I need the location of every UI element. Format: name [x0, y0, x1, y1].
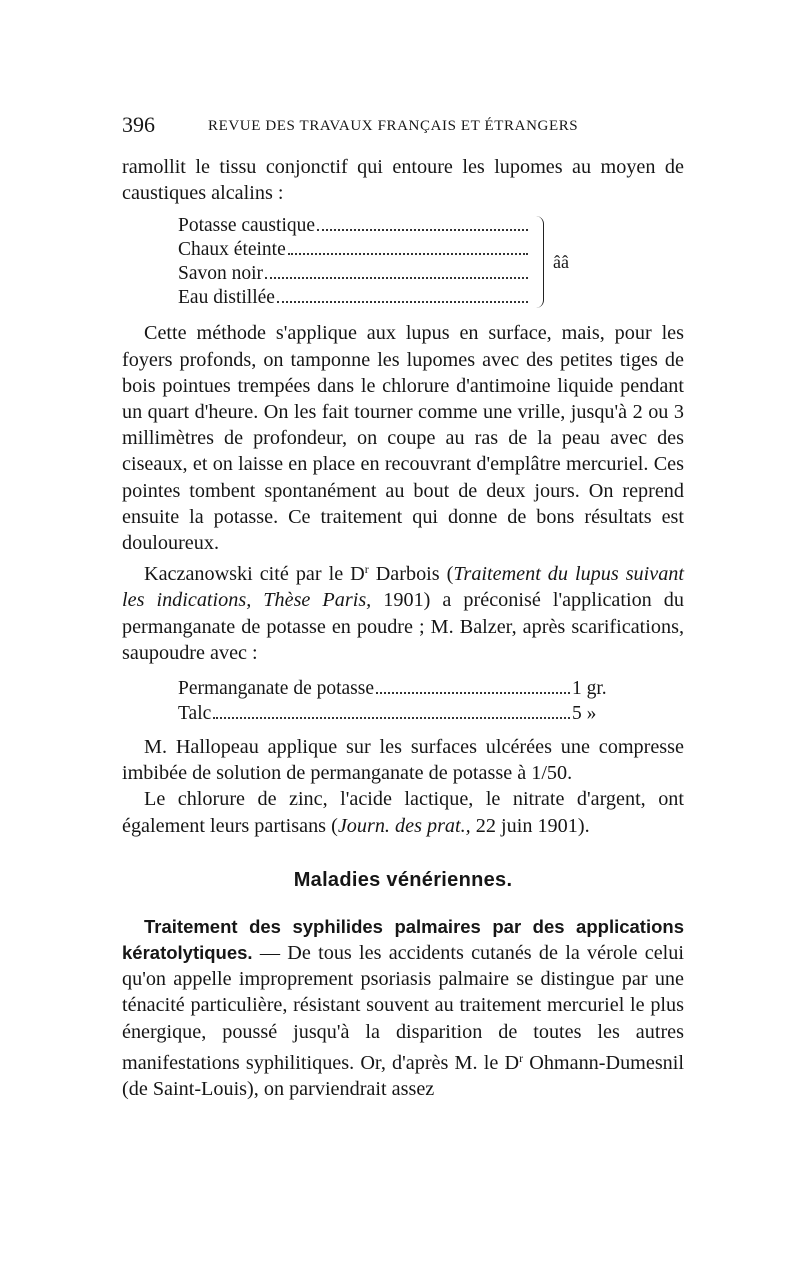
formula-line	[178, 214, 530, 238]
section-heading: Maladies vénériennes.	[293, 868, 513, 891]
formula-quantity: 1 gr.	[572, 678, 607, 700]
text-run: Ohmann-Dumesnil (de Saint-Louis), on parviendrait assez	[122, 1051, 684, 1101]
text-run: 22 juin 1901).	[470, 814, 590, 837]
running-header	[122, 112, 684, 142]
formula-item: Eau distillée	[178, 287, 275, 309]
text-run: Kaczanowski cité par le D	[144, 563, 365, 586]
text-run: — De tous les accidents cutanés de la vérole celui qu'on appelle improprement psoriasis palmaire se distingue par une ténacité particulière, résistant souvent au traitement mercuriel le plus énergique, poussé jusqu'à la disparition de toutes les autres manifestations syphilitiques. Or, d'après M. le D	[122, 942, 684, 1074]
formula-item: Savon noir	[178, 263, 264, 285]
formula-item: Talc	[178, 703, 212, 725]
paragraph-4: M. Hallopeau applique sur les surfaces ulcérées une compresse imbibée de solution de permanganate de potasse à 1/50.	[122, 736, 684, 785]
superscript: r	[364, 562, 369, 577]
formula-line	[178, 701, 628, 726]
formula-line	[178, 286, 530, 310]
citation-italic: Traitement du lupus suivant les indications, Thèse Paris,	[122, 563, 685, 612]
brace-label: ââ	[553, 252, 569, 273]
text-run: Darbois (	[368, 563, 454, 586]
formula-quantity: 5 »	[572, 703, 597, 725]
text-run: 1901) a préconisé l'application du permanganate de potasse en poudre ; M. Balzer, après scarifications, saupoudre avec :	[122, 589, 684, 664]
formula-caustics	[178, 214, 578, 316]
formula-item: Permanganate de potasse	[178, 678, 375, 700]
formula-permanganate	[178, 676, 628, 726]
citation-italic: Journ. des prat.,	[337, 814, 471, 837]
formula-line	[178, 238, 530, 262]
formula-item: Potasse caustique	[178, 215, 316, 237]
text-run: Le chlorure de zinc, l'acide lactique, le nitrate d'argent, ont également leurs partisans (	[122, 788, 684, 837]
running-title: REVUE DES TRAVAUX FRANÇAIS ET ÉTRANGERS	[208, 118, 579, 134]
superscript: r	[519, 1050, 524, 1065]
run-in-heading: Traitement des syphilides palmaires par des applications kératolytiques.	[122, 915, 684, 964]
brace	[533, 216, 544, 308]
paragraph-5	[122, 786, 684, 838]
page	[122, 112, 684, 1102]
formula-item: Chaux éteinte	[178, 239, 286, 261]
paragraph-2: Cette méthode s'applique aux lupus en surface, mais, pour les foyers profonds, on tamponne les lupomes avec des petites tiges de bois pointues trempées dans le chlorure d'antimoine liquide pendant un quart d'heure. On les fait tourner comme une vrille, jusqu'à 2 ou 3 millimètres de profondeur, on coupe au ras de la peau avec des ciseaux, et on laisse en place en recouvrant d'emplâtre mercuriel. Ces pointes tombent spontanément au bout de deux jours. On reprend ensuite la potasse. Ce traitement qui donne de bons résultats est douloureux.	[122, 322, 684, 555]
page-number: 396	[122, 112, 155, 137]
paragraph-1: ramollit le tissu conjonctif qui entoure les lupomes au moyen de caustiques alcalins :	[122, 156, 684, 205]
paragraph-6	[122, 914, 684, 1102]
formula-line	[178, 676, 628, 701]
formula-line	[178, 262, 530, 286]
paragraph-3	[122, 556, 684, 666]
